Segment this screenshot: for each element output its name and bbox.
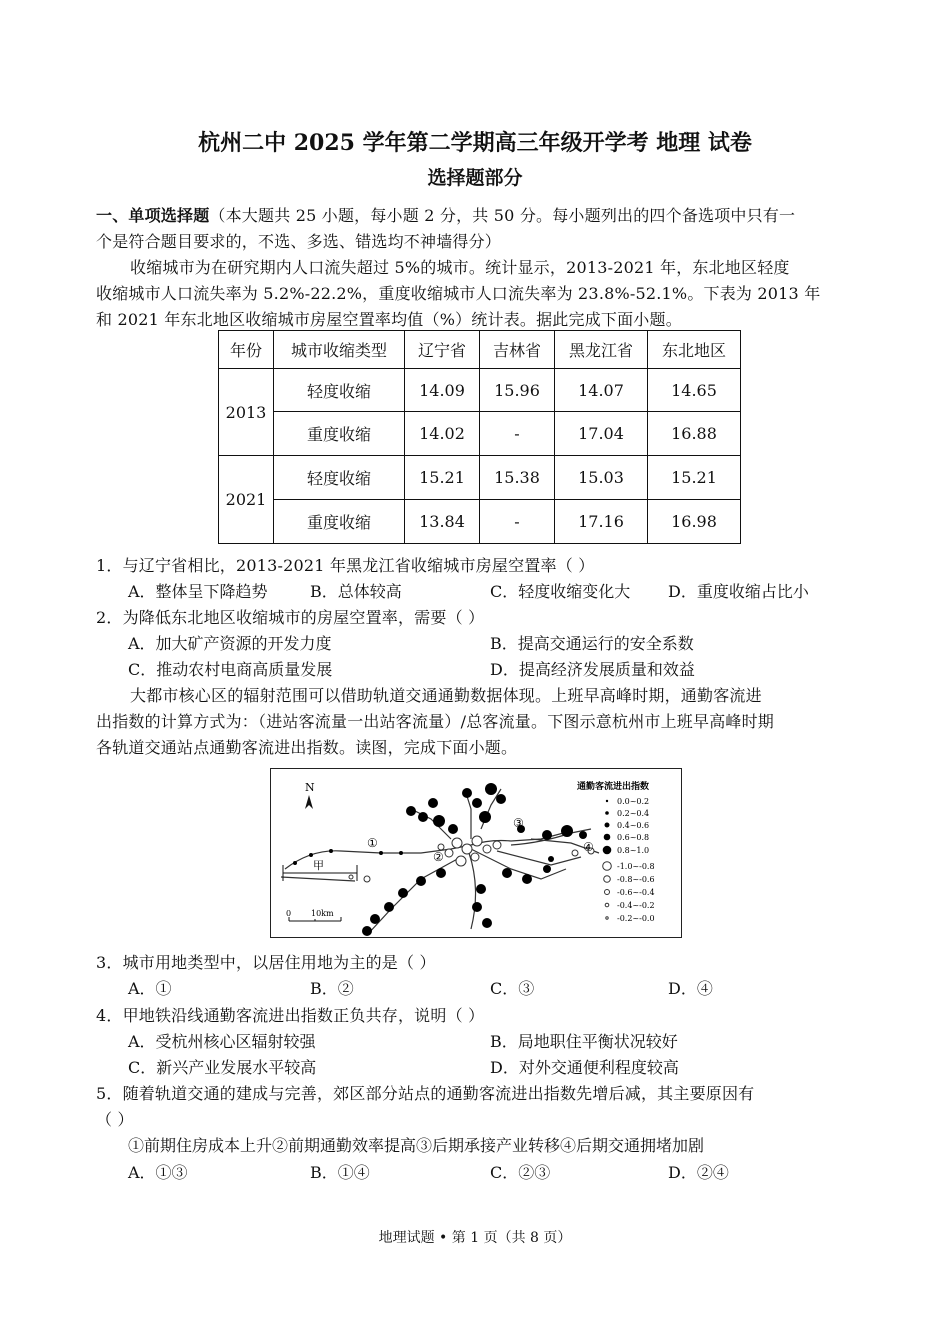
question-4-option-c[interactable]: C．新兴产业发展水平较高 [128, 1058, 317, 1077]
question-2-option-c[interactable]: C．推动农村电商高质量发展 [128, 660, 333, 679]
table-row [219, 412, 741, 456]
section-heading: 一、单项选择题 [96, 206, 210, 225]
passage1-line1: 收缩城市为在研究期内人口流失超过 5%的城市。统计显示，2013-2021 年，东北地区轻度 [130, 258, 790, 277]
table-cell-type: 轻度收缩 [274, 369, 405, 412]
north-label: N [305, 781, 315, 794]
table-cell: 15.38 [480, 456, 555, 500]
section-title: 选择题部分 [427, 167, 523, 189]
question-1-stem: 1．与辽宁省相比，2013-2021 年黑龙江省收缩城市房屋空置率（ ） [96, 556, 595, 575]
question-4-option-a[interactable]: A．受杭州核心区辐射较强 [128, 1032, 316, 1051]
table-cell-type: 重度收缩 [274, 412, 405, 456]
table-header-row [219, 331, 741, 369]
table-cell: - [480, 412, 555, 456]
table-cell: 14.07 [555, 369, 648, 412]
scale-zero: 0 [286, 909, 292, 918]
legend-item: -0.4~-0.2 [617, 901, 655, 910]
table-header: 吉林省 [480, 331, 555, 369]
question-1-option-a[interactable]: A．整体呈下降趋势 [128, 582, 268, 601]
table-cell-year: 2021 [219, 456, 274, 544]
legend-item: -1.0~-0.8 [617, 862, 655, 871]
table-cell: 15.03 [555, 456, 648, 500]
question-3-option-b[interactable]: B．② [310, 979, 354, 998]
section-instruction-line1 [96, 203, 795, 226]
page-title: 杭州二中 2025 学年第二学期高三年级开学考 地理 试卷 [198, 130, 752, 156]
table-cell: 14.02 [405, 412, 480, 456]
legend-item: 0.4~0.6 [617, 821, 650, 830]
station-hollow-dots [349, 836, 594, 882]
legend-item: 0.2~0.4 [617, 809, 650, 818]
question-5-option-a[interactable]: A．①③ [128, 1163, 188, 1182]
table-header: 城市收缩类型 [274, 331, 405, 369]
question-5-option-c[interactable]: C．②③ [490, 1163, 551, 1182]
page-footer: 地理试题 • 第 1 页（共 8 页） [378, 1230, 572, 1246]
table-cell: 15.21 [405, 456, 480, 500]
question-5-items: ①前期住房成本上升②前期通勤效率提高③后期承接产业转移④后期交通拥堵加剧 [128, 1136, 705, 1155]
instruction-text: （本大题共 25 小题，每小题 2 分，共 50 分。每小题列出的四个备选项中只有一 [209, 206, 796, 225]
legend-item: -0.8~-0.6 [617, 875, 655, 884]
table-row [219, 500, 741, 544]
question-2-stem: 2．为降低东北地区收缩城市的房屋空置率，需要（ ） [96, 608, 485, 627]
question-1-option-b[interactable]: B．总体较高 [310, 582, 402, 601]
question-5-paren: （ ） [96, 1110, 134, 1129]
legend-title: 通勤客流进出指数 [577, 782, 650, 792]
marker-2: ② [433, 850, 444, 864]
table-cell: 14.65 [648, 369, 741, 412]
legend-item: 0.0~0.2 [617, 797, 650, 806]
table-header: 年份 [219, 331, 274, 369]
table-cell: 17.04 [555, 412, 648, 456]
question-3-option-c[interactable]: C．③ [490, 979, 535, 998]
table-row [219, 456, 741, 500]
table-header: 东北地区 [648, 331, 741, 369]
scale-ten-km: 10km [311, 909, 334, 918]
table-cell: 15.21 [648, 456, 741, 500]
question-3-stem: 3．城市用地类型中，以居住用地为主的是（ ） [96, 953, 436, 972]
question-3-option-a[interactable]: A．① [128, 979, 172, 998]
question-2-option-d[interactable]: D．提高经济发展质量和效益 [490, 660, 695, 679]
question-1-option-d[interactable]: D．重度收缩占比小 [668, 582, 809, 601]
question-4-stem: 4．甲地铁沿线通勤客流进出指数正负共存，说明（ ） [96, 1006, 485, 1025]
marker-1: ① [367, 836, 378, 850]
legend [603, 797, 655, 923]
table-cell: - [480, 500, 555, 544]
passage1-line3: 和 2021 年东北地区收缩城市房屋空置率均值（%）统计表。据此完成下面小题。 [96, 310, 682, 329]
commute-index-map [270, 768, 682, 938]
question-5-stem: 5．随着轨道交通的建成与完善，郊区部分站点的通勤客流进出指数先增后减，其主要原因有 [96, 1084, 755, 1103]
table-cell: 17.16 [555, 500, 648, 544]
vacancy-table [218, 330, 741, 544]
question-2-option-a[interactable]: A．加大矿产资源的开发力度 [128, 634, 332, 653]
section-instruction-line2: 个是符合题目要求的，不选、多选、错选均不神墙得分） [96, 232, 502, 251]
table-header: 黑龙江省 [555, 331, 648, 369]
legend-item: 0.6~0.8 [617, 833, 650, 842]
table-cell: 16.98 [648, 500, 741, 544]
table-header: 辽宁省 [405, 331, 480, 369]
table-cell: 13.84 [405, 500, 480, 544]
marker-4: ④ [583, 840, 594, 854]
question-5-option-d[interactable]: D．②④ [668, 1163, 729, 1182]
question-2-option-b[interactable]: B．提高交通运行的安全系数 [490, 634, 694, 653]
question-4-option-d[interactable]: D．对外交通便利程度较高 [490, 1058, 679, 1077]
table-row [219, 369, 741, 412]
marker-3: ③ [513, 816, 524, 830]
table-cell: 14.09 [405, 369, 480, 412]
table-cell: 16.88 [648, 412, 741, 456]
legend-item: 0.8~1.0 [617, 846, 650, 855]
table-cell-year: 2013 [219, 369, 274, 456]
passage2-line2: 出指数的计算方式为：（进站客流量一出站客流量）/总客流量。下图示意杭州市上班早高峰时期 [96, 712, 774, 731]
legend-item: -0.6~-0.4 [617, 888, 655, 897]
question-1-option-c[interactable]: C．轻度收缩变化大 [490, 582, 631, 601]
legend-item: -0.2~-0.0 [617, 914, 655, 923]
question-5-option-b[interactable]: B．①④ [310, 1163, 370, 1182]
table-cell-type: 重度收缩 [274, 500, 405, 544]
question-4-option-b[interactable]: B．局地职住平衡状况较好 [490, 1032, 678, 1051]
passage2-line1: 大都市核心区的辐射范围可以借助轨道交通通勤数据体现。上班早高峰时期，通勤客流进 [130, 686, 762, 705]
jia-label: 甲 [313, 859, 324, 872]
question-3-option-d[interactable]: D．④ [668, 979, 713, 998]
table-cell: 15.96 [480, 369, 555, 412]
table-cell-type: 轻度收缩 [274, 456, 405, 500]
passage1-line2: 收缩城市人口流失率为 5.2%-22.2%，重度收缩城市人口流失率为 23.8%-52.1%。下表为 2013 年 [96, 284, 821, 303]
north-arrow-icon [305, 795, 313, 809]
passage2-line3: 各轨道交通站点通勤客流进出指数。读图，完成下面小题。 [96, 738, 518, 757]
